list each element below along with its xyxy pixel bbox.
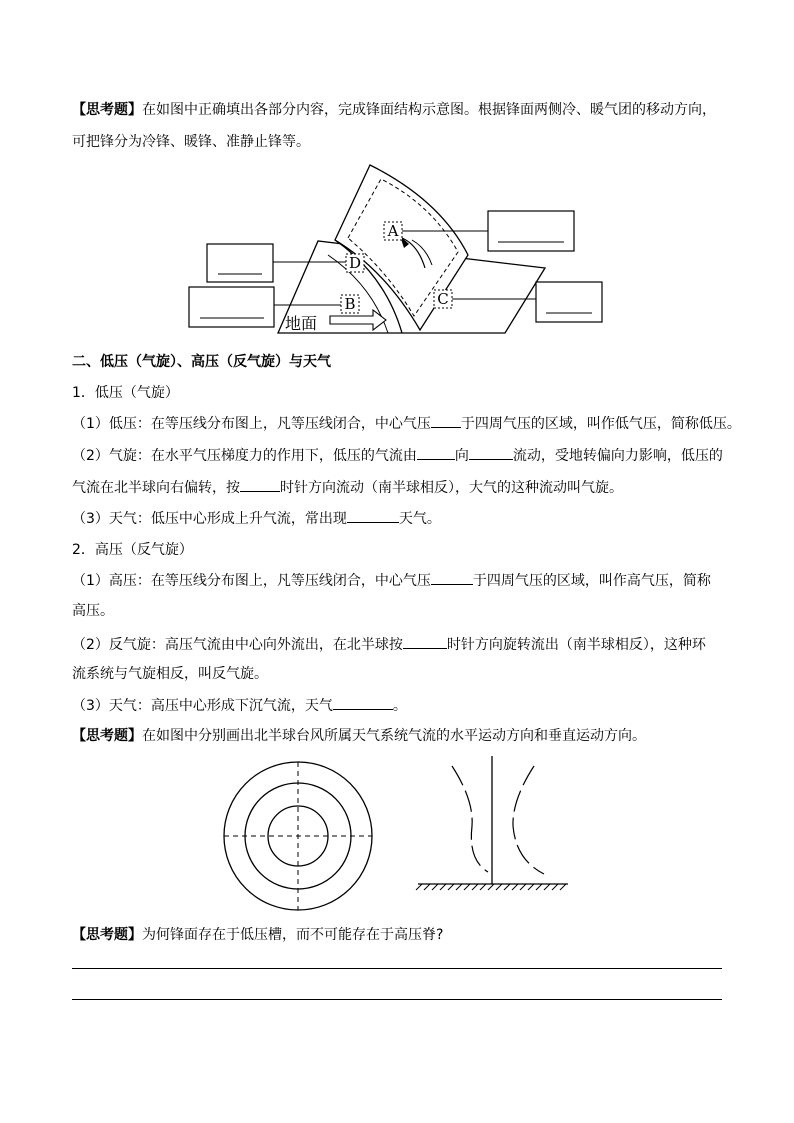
front-structure-diagram <box>185 162 610 340</box>
low-weather <box>72 508 441 529</box>
text-segment: 时针方向旋转流出（南半球相反），这种环 <box>446 637 706 653</box>
isobar-circles-diagram[interactable] <box>220 758 376 914</box>
left-airflow-curve <box>452 766 488 872</box>
label-c: C <box>437 290 449 308</box>
question-tag: 【思考题】 <box>72 102 142 118</box>
fill-blank[interactable] <box>403 634 447 649</box>
fill-blank[interactable] <box>417 445 455 460</box>
question-text: 在如图中分别画出北半球台风所属天气系统气流的水平运动方向和垂直运动方向。 <box>142 728 646 744</box>
answer-box-a[interactable] <box>488 211 574 251</box>
section-heading: 二、低压（气旋）、高压（反气旋）与天气 <box>72 354 331 370</box>
text-segment: （3）天气：低压中心形成上升气流，常出现 <box>72 511 347 527</box>
label-d: D <box>348 254 362 272</box>
high-pressure-definition-line-1 <box>72 570 711 591</box>
anticyclone-definition-line-2: 流系统与气旋相反，叫反气旋。 <box>72 666 268 682</box>
fill-blank[interactable] <box>431 413 461 428</box>
text-segment: 。 <box>392 698 407 714</box>
text-segment: （2）气旋：在水平气压梯度力的作用下，低压的气流由 <box>72 448 417 464</box>
text-segment: 于四周气压的区域，叫作高气压，简称 <box>472 573 711 589</box>
answer-box-b[interactable] <box>189 287 274 327</box>
answer-box-d[interactable] <box>207 244 273 282</box>
right-airflow-curve <box>513 766 544 874</box>
question-tag: 【思考题】 <box>72 728 142 744</box>
ground-label: 地面 <box>285 314 318 333</box>
vertical-profile-diagram[interactable] <box>412 752 572 892</box>
cyclone-definition-line-1 <box>72 445 723 466</box>
question-tag: 【思考题】 <box>72 927 142 943</box>
text-segment: （1）低压：在等压线分布图上，凡等压线闭合，中心气压 <box>72 416 431 432</box>
subheading-low: 1．低压（气旋） <box>72 385 179 401</box>
text-segment: （3）天气：高压中心形成下沉气流，天气 <box>72 698 333 714</box>
question-2 <box>72 726 646 746</box>
text-segment: 向 <box>454 448 469 464</box>
text-segment: 气流在北半球向右偏转，按 <box>72 480 240 496</box>
label-a: A <box>387 222 399 240</box>
text-segment: 时针方向流动（南半球相反），大气的这种流动叫气旋。 <box>280 480 623 496</box>
question-text: 为何锋面存在于低压槽，而不可能存在于高压脊? <box>142 927 444 943</box>
question-text: 可把锋分为冷锋、暖锋、准静止锋等。 <box>72 134 310 150</box>
text-segment: （2）反气旋：高压气流由中心向外流出，在北半球按 <box>72 637 403 653</box>
anticyclone-definition-line-1 <box>72 634 706 655</box>
text-segment: （1）高压：在等压线分布图上，凡等压线闭合，中心气压 <box>72 573 431 589</box>
fill-blank[interactable] <box>333 695 393 710</box>
cyclone-definition-line-2 <box>72 477 623 498</box>
fill-blank[interactable] <box>431 570 473 585</box>
low-pressure-definition <box>72 413 741 434</box>
ground-hatching <box>416 884 566 890</box>
text-segment: 于四周气压的区域，叫作低气压，简称低压。 <box>460 416 741 432</box>
text-segment: 天气。 <box>398 511 441 527</box>
answer-line-2[interactable] <box>72 999 722 1000</box>
question-1-line-1 <box>72 100 716 120</box>
answer-line-1[interactable] <box>72 968 722 969</box>
fill-blank[interactable] <box>469 445 513 460</box>
question-1-line-2 <box>72 132 310 152</box>
subheading-high: 2．高压（反气旋） <box>72 542 193 558</box>
high-weather <box>72 695 407 716</box>
question-3 <box>72 925 443 945</box>
label-b: B <box>344 295 356 313</box>
high-pressure-definition-line-2: 高压。 <box>72 603 114 619</box>
fill-blank[interactable] <box>240 477 280 492</box>
fill-blank[interactable] <box>347 508 399 523</box>
answer-box-c[interactable] <box>536 282 602 322</box>
question-text: 在如图中正确填出各部分内容，完成锋面结构示意图。根据锋面两侧冷、暖气团的移动方向， <box>142 102 716 118</box>
text-segment: 流动，受地转偏向力影响，低压的 <box>512 448 723 464</box>
